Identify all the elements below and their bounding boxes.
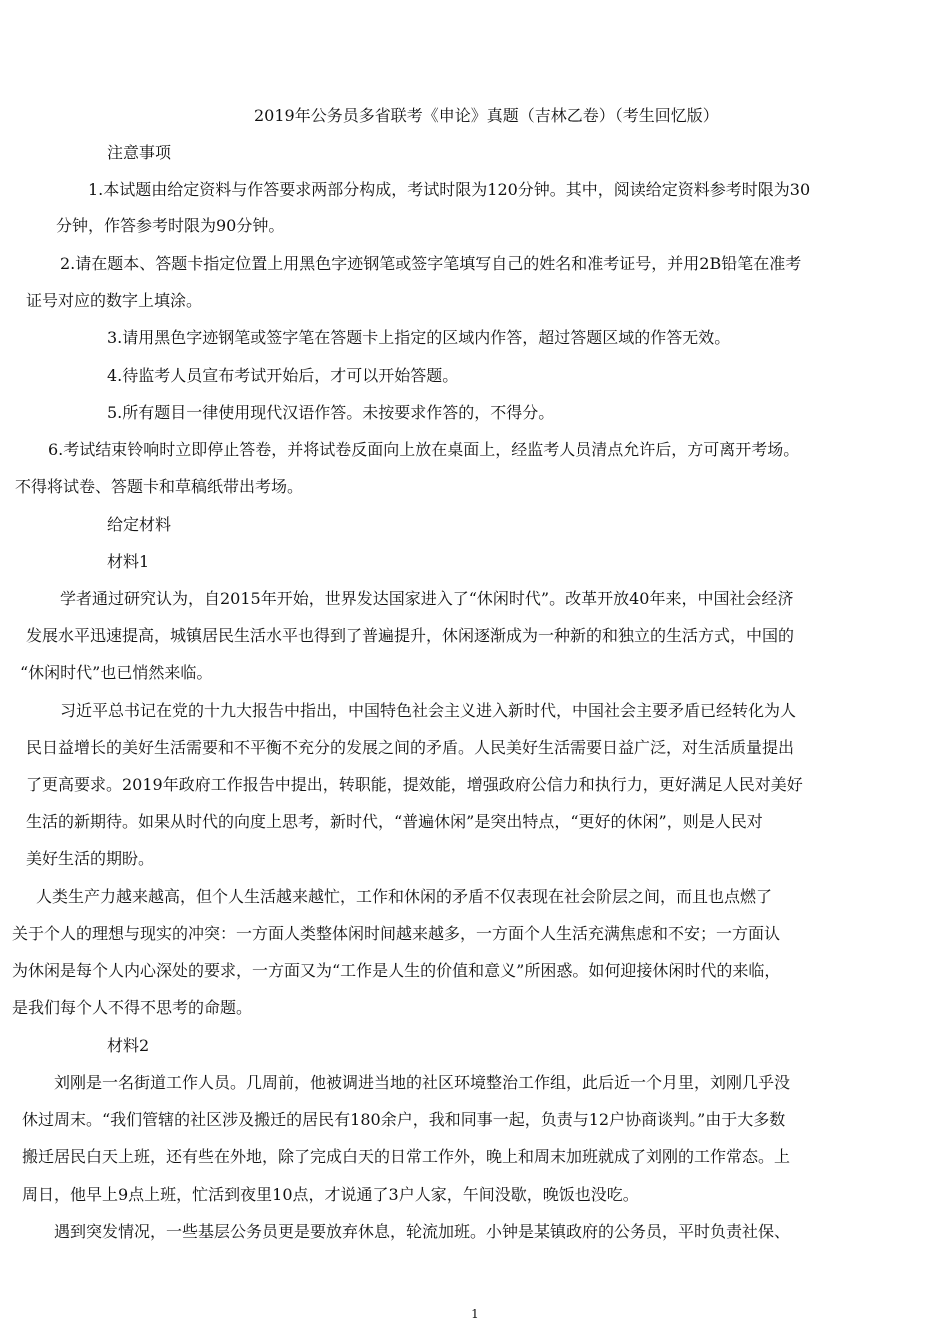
notice-item-6-line-1: 6.考试结束铃响时立即停止答卷，并将试卷反面向上放在桌面上，经监考人员清点允许后，方可离开考场。 — [48, 440, 800, 459]
material-1-paragraph-2-line-1: 习近平总书记在党的十九大报告中指出，中国特色社会主义进入新时代，中国社会主要矛盾已经转化为人 — [60, 701, 797, 720]
material-1-paragraph-2-line-4: 生活的新期待。如果从时代的向度上思考，新时代，“普遍休闲”是突出特点，“更好的休闲”，则是人民对 — [26, 812, 763, 831]
material-1-paragraph-3-line-2: 关于个人的理想与现实的冲突：一方面人类整体闲时间越来越多，一方面个人生活充满焦虑和不安；一方面认 — [12, 924, 781, 943]
notice-item-3-line-1: 3.请用黑色字迹钢笔或签字笔在答题卡上指定的区域内作答，超过答题区域的作答无效。 — [107, 328, 731, 347]
material-1-paragraph-1-line-1: 学者通过研究认为，自2015年开始，世界发达国家进入了“休闲时代”。改革开放40年来，中国社会经济 — [60, 589, 794, 608]
material-1-paragraph-2-line-3: 了更高要求。2019年政府工作报告中提出，转职能，提效能，增强政府公信力和执行力，更好满足人民对美好 — [26, 775, 803, 794]
material-2-paragraph-1-line-1: 刘刚是一名街道工作人员。几周前，他被调进当地的社区环境整治工作组，此后近一个月里，刘刚几乎没 — [54, 1073, 791, 1092]
materials-heading: 给定材料 — [107, 515, 172, 534]
notice-item-4-line-1: 4.待监考人员宣布考试开始后，才可以开始答题。 — [107, 366, 459, 385]
notice-item-5-line-1: 5.所有题目一律使用现代汉语作答。未按要求作答的，不得分。 — [107, 403, 555, 422]
material-1-paragraph-3-line-1: 人类生产力越来越高，但个人生活越来越忙，工作和休闲的矛盾不仅表现在社会阶层之间，而且也点燃了 — [36, 887, 773, 906]
material-1-paragraph-2-line-2: 民日益增长的美好生活需要和不平衡不充分的发展之间的矛盾。人民美好生活需要日益广泛，对生活质量提出 — [26, 738, 795, 757]
material-2-paragraph-1-line-3: 搬迁居民白天上班，还有些在外地，除了完成白天的日常工作外，晚上和周末加班就成了刘刚的工作常态。上 — [22, 1147, 791, 1166]
material-1-paragraph-3-line-4: 是我们每个人不得不思考的命题。 — [12, 998, 253, 1017]
material-1-paragraph-1-line-3: “休闲时代”也已悄然来临。 — [20, 663, 213, 682]
notice-item-6-line-2: 不得将试卷、答题卡和草稿纸带出考场。 — [15, 477, 304, 496]
material-2-paragraph-1-line-2: 休过周末。“我们管辖的社区涉及搬迁的居民有180余户，我和同事一起，负责与12户协商谈判。”由于大多数 — [22, 1110, 786, 1129]
material-2-paragraph-1-line-4: 周日，他早上9点上班，忙活到夜里10点，才说通了3户人家，午间没歇，晚饭也没吃。 — [22, 1185, 639, 1204]
material-1-paragraph-1-line-2: 发展水平迅速提高，城镇居民生活水平也得到了普遍提升，休闲逐渐成为一种新的和独立的生活方式，中国的 — [26, 626, 795, 645]
material-1-paragraph-3-line-3: 为休闲是每个人内心深处的要求，一方面又为“工作是人生的价值和意义”所困惑。如何迎接休闲时代的来临， — [12, 961, 781, 980]
material-1-heading: 材料1 — [107, 552, 150, 571]
notice-item-1-line-1: 1.本试题由给定资料与作答要求两部分构成，考试时限为120分钟。其中，阅读给定资料参考时限为30 — [88, 180, 811, 199]
material-1-paragraph-2-line-5: 美好生活的期盼。 — [26, 849, 155, 868]
notice-item-2-line-1: 2.请在题本、答题卡指定位置上用黑色字迹钢笔或签字笔填写自己的姓名和准考证号，并用2B铅笔在准考 — [60, 254, 802, 273]
material-2-paragraph-2-line-1: 遇到突发情况，一些基层公务员更是要放弃休息，轮流加班。小钟是某镇政府的公务员，平时负责社保、 — [54, 1222, 791, 1241]
material-2-heading: 材料2 — [107, 1036, 150, 1055]
page-number: 1 — [471, 1307, 479, 1321]
notice-item-2-line-2: 证号对应的数字上填涂。 — [26, 291, 203, 310]
notice-item-1-line-2: 分钟，作答参考时限为90分钟。 — [56, 216, 285, 235]
notice-heading: 注意事项 — [107, 143, 172, 162]
document-title: 2019年公务员多省联考《申论》真题（吉林乙卷）（考生回忆版） — [254, 106, 719, 125]
